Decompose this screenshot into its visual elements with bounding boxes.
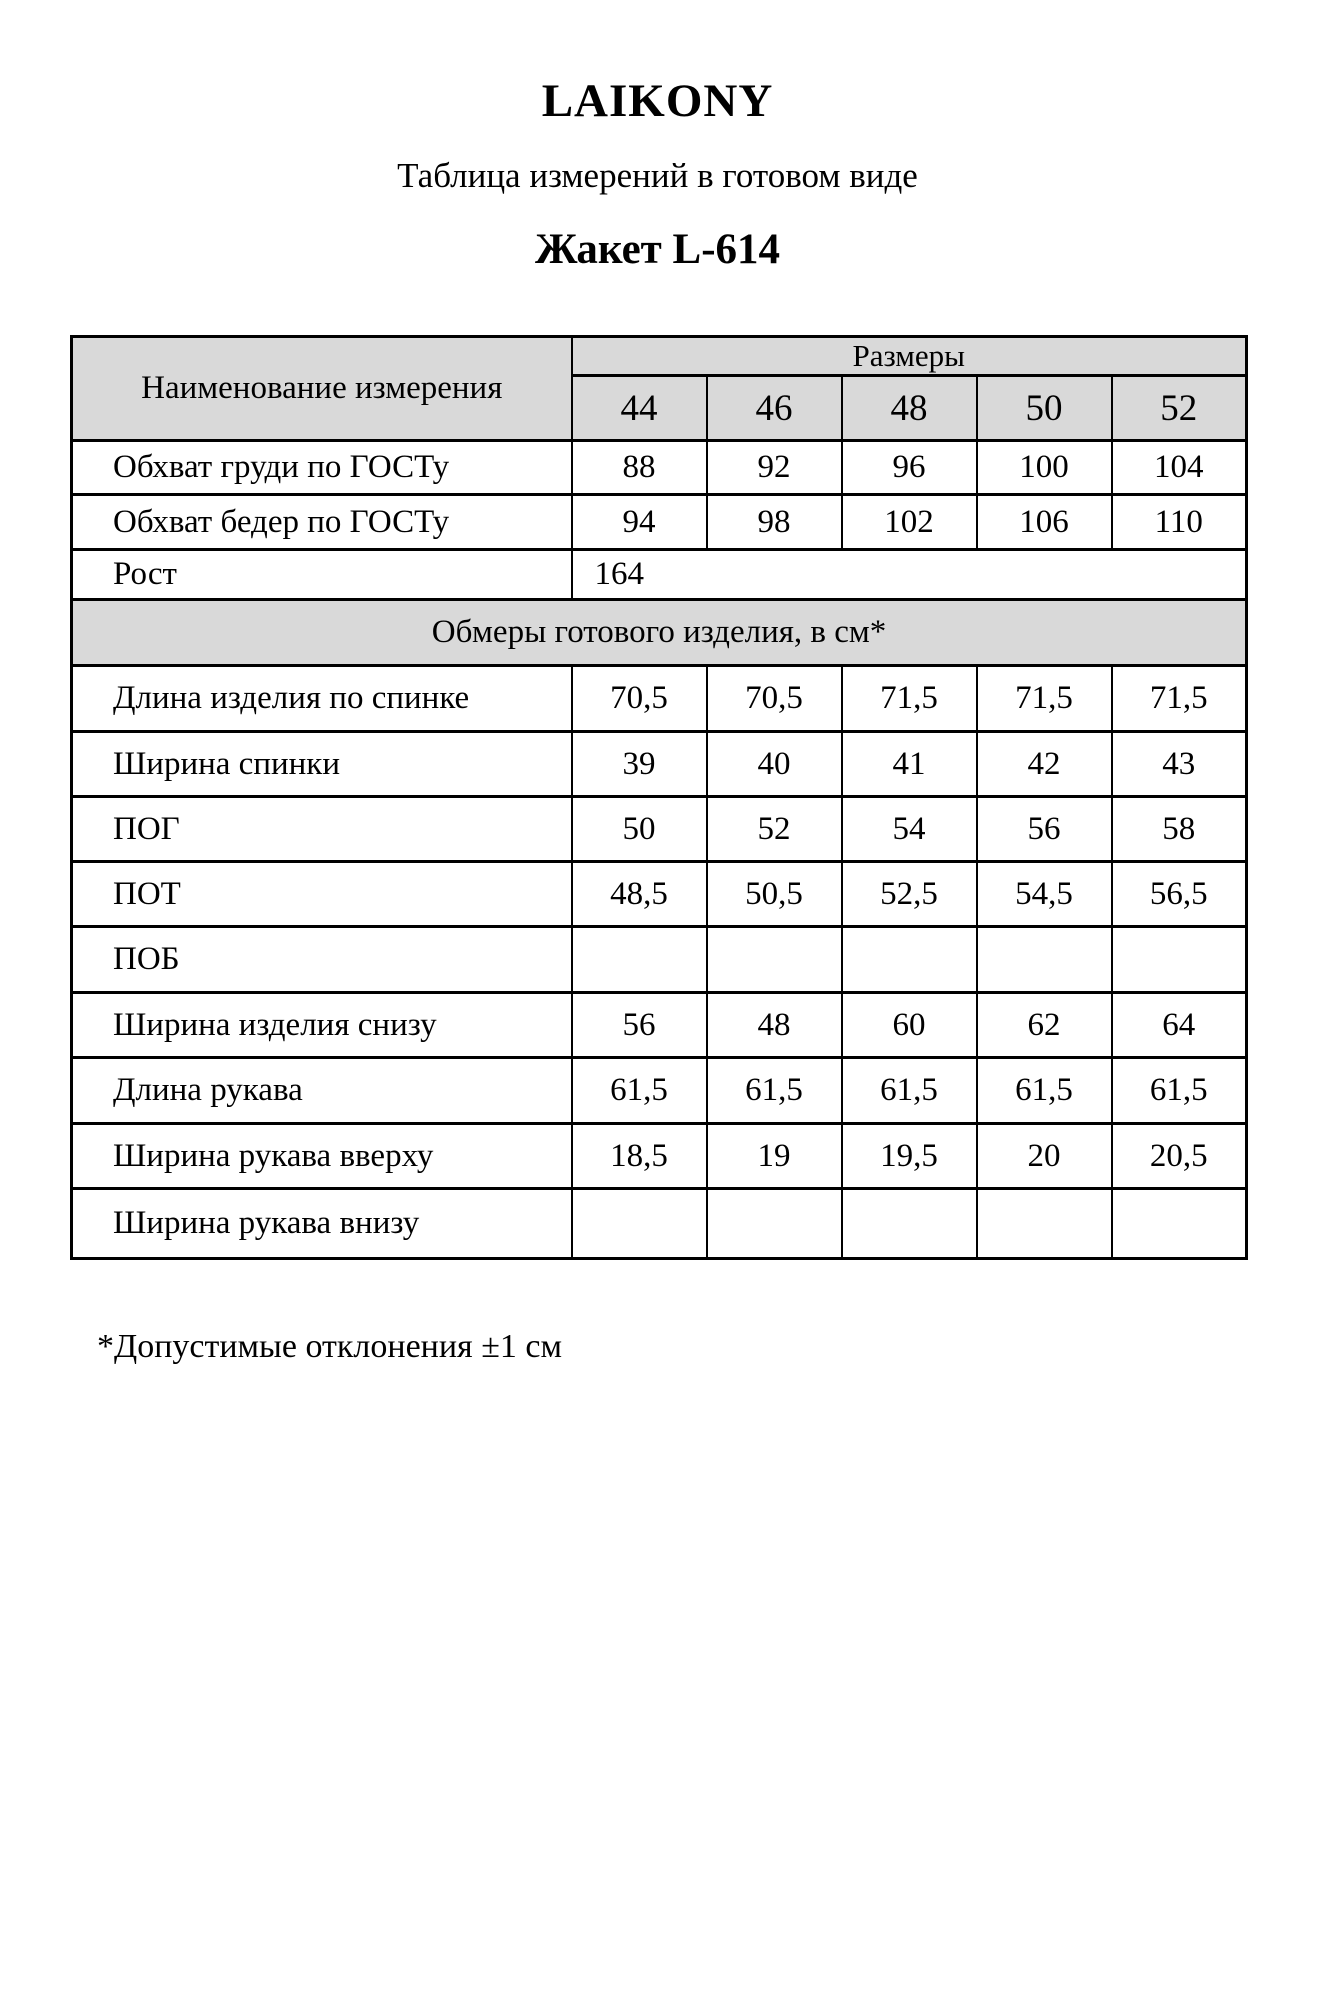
cell-value: 61,5 [842,1058,977,1124]
row-label: Обхват груди по ГОСТу [72,441,572,495]
cell-value: 43 [1112,732,1247,797]
cell-value: 41 [842,732,977,797]
section-header-row [72,600,1247,666]
cell-value [1112,927,1247,993]
table-row [72,666,1247,732]
row-label: Длина рукава [72,1058,572,1124]
row-label: Ширина изделия снизу [72,993,572,1058]
table-row [72,1124,1247,1189]
table-row [72,1058,1247,1124]
cell-value: 70,5 [572,666,707,732]
rost-value: 164 [572,550,1247,600]
cell-value: 50 [572,797,707,862]
cell-value: 20 [977,1124,1112,1189]
cell-value [707,1189,842,1259]
table-row [72,1189,1247,1259]
cell-value: 71,5 [977,666,1112,732]
table-header-row [72,337,1247,376]
name-column-header: Наименование измерения [72,337,572,441]
cell-value: 100 [977,441,1112,495]
row-label: Рост [72,550,572,600]
row-label: ПОГ [72,797,572,862]
cell-value: 48,5 [572,862,707,927]
cell-value: 54 [842,797,977,862]
cell-value: 104 [1112,441,1247,495]
section-header: Обмеры готового изделия, в см* [72,600,1247,666]
cell-value: 18,5 [572,1124,707,1189]
brand-title: LAIKONY [541,75,774,127]
cell-value: 70,5 [707,666,842,732]
cell-value: 20,5 [1112,1124,1247,1189]
document-subtitle: Таблица измерений в готовом виде [397,155,918,195]
table-row-rost [72,550,1247,600]
cell-value: 92 [707,441,842,495]
cell-value [977,1189,1112,1259]
cell-value: 61,5 [707,1058,842,1124]
cell-value: 110 [1112,495,1247,550]
row-label: Ширина рукава вверху [72,1124,572,1189]
row-label: Длина изделия по спинке [72,666,572,732]
table-row [72,927,1247,993]
cell-value: 88 [572,441,707,495]
cell-value: 48 [707,993,842,1058]
cell-value: 52 [707,797,842,862]
row-label: ПОТ [72,862,572,927]
measurement-table [70,335,1248,1260]
table-row [72,993,1247,1058]
cell-value: 71,5 [1112,666,1247,732]
cell-value: 98 [707,495,842,550]
size-48-header: 48 [842,376,977,441]
cell-value: 106 [977,495,1112,550]
cell-value [572,1189,707,1259]
cell-value: 39 [572,732,707,797]
cell-value: 61,5 [1112,1058,1247,1124]
size-52-header: 52 [1112,376,1247,441]
cell-value: 42 [977,732,1112,797]
row-label: ПОБ [72,927,572,993]
sizes-group-header: Размеры [572,337,1247,376]
cell-value [707,927,842,993]
size-46-header: 46 [707,376,842,441]
table-row [72,862,1247,927]
row-label: Обхват бедер по ГОСТу [72,495,572,550]
cell-value: 56 [977,797,1112,862]
table-row [72,441,1247,495]
cell-value: 94 [572,495,707,550]
cell-value [1112,1189,1247,1259]
cell-value [842,1189,977,1259]
cell-value: 71,5 [842,666,977,732]
cell-value [572,927,707,993]
cell-value: 19 [707,1124,842,1189]
cell-value: 19,5 [842,1124,977,1189]
cell-value: 50,5 [707,862,842,927]
cell-value: 64 [1112,993,1247,1058]
row-label: Ширина спинки [72,732,572,797]
row-label: Ширина рукава внизу [72,1189,572,1259]
cell-value [842,927,977,993]
cell-value: 58 [1112,797,1247,862]
cell-value: 61,5 [572,1058,707,1124]
document-page [70,0,1245,1369]
product-title: Жакет L-614 [534,225,781,273]
cell-value: 56,5 [1112,862,1247,927]
tolerance-footnote: *Допустимые отклонения ±1 см [97,1328,562,1366]
cell-value: 56 [572,993,707,1058]
cell-value: 40 [707,732,842,797]
cell-value: 96 [842,441,977,495]
table-row [72,495,1247,550]
cell-value: 54,5 [977,862,1112,927]
cell-value [977,927,1112,993]
table-row [72,732,1247,797]
table-row [72,797,1247,862]
cell-value: 62 [977,993,1112,1058]
cell-value: 60 [842,993,977,1058]
cell-value: 52,5 [842,862,977,927]
cell-value: 102 [842,495,977,550]
size-50-header: 50 [977,376,1112,441]
size-44-header: 44 [572,376,707,441]
cell-value: 61,5 [977,1058,1112,1124]
